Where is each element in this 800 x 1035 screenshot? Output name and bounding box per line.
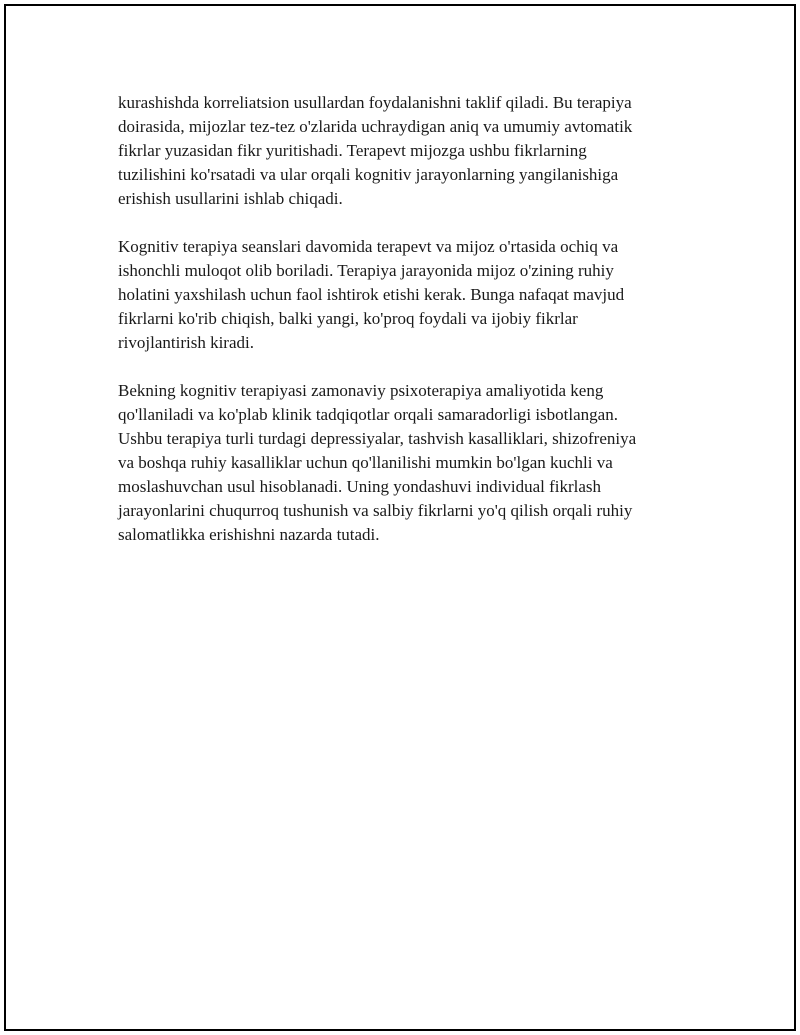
paragraph-1: kurashishda korreliatsion usullardan foydalanishni taklif qiladi. Bu terapiya doirasida, mijozlar tez-tez o'zlarida uchraydigan aniq va umumiy avtomatik fikrlar yuzasidan fikr yuritishadi. Terapevt mijozga ushbu fikrlarning tuzilishini ko'rsatadi va ular orqali kognitiv jarayonlarning yangilanishiga erishish usullarini ishlab chiqadi. (118, 93, 633, 208)
paragraph-2: Kognitiv terapiya seanslari davomida terapevt va mijoz o'rtasida ochiq va ishonchli muloqot olib boriladi. Terapiya jarayonida mijoz o'zining ruhiy holatini yaxshilash uchun faol ishtirok etishi kerak. Bunga nafaqat mavjud fikrlarni ko'rib chiqish, balki yangi, ko'proq foydali va ijobiy fikrlar rivojlantirish kiradi. (118, 237, 625, 352)
document-body (118, 91, 698, 571)
paragraph-3: Bekning kognitiv terapiyasi zamonaviy psixoterapiya amaliyotida keng qo'llaniladi va ko'plab klinik tadqiqotlar orqali samaradorligi isbotlangan. Ushbu terapiya turli turdagi depressiyalar, tashvish kasalliklari, shizofreniya va boshqa ruhiy kasalliklar uchun qo'llanilishi mumkin bo'lgan kuchli va moslashuvchan usul hisoblanadi. Uning yondashuvi individual fikrlash jarayonlarini chuqurroq tushunish va salbiy fikrlarni yo'q qilish orqali ruhiy salomatlikka erishishni nazarda tutadi. (118, 381, 637, 544)
